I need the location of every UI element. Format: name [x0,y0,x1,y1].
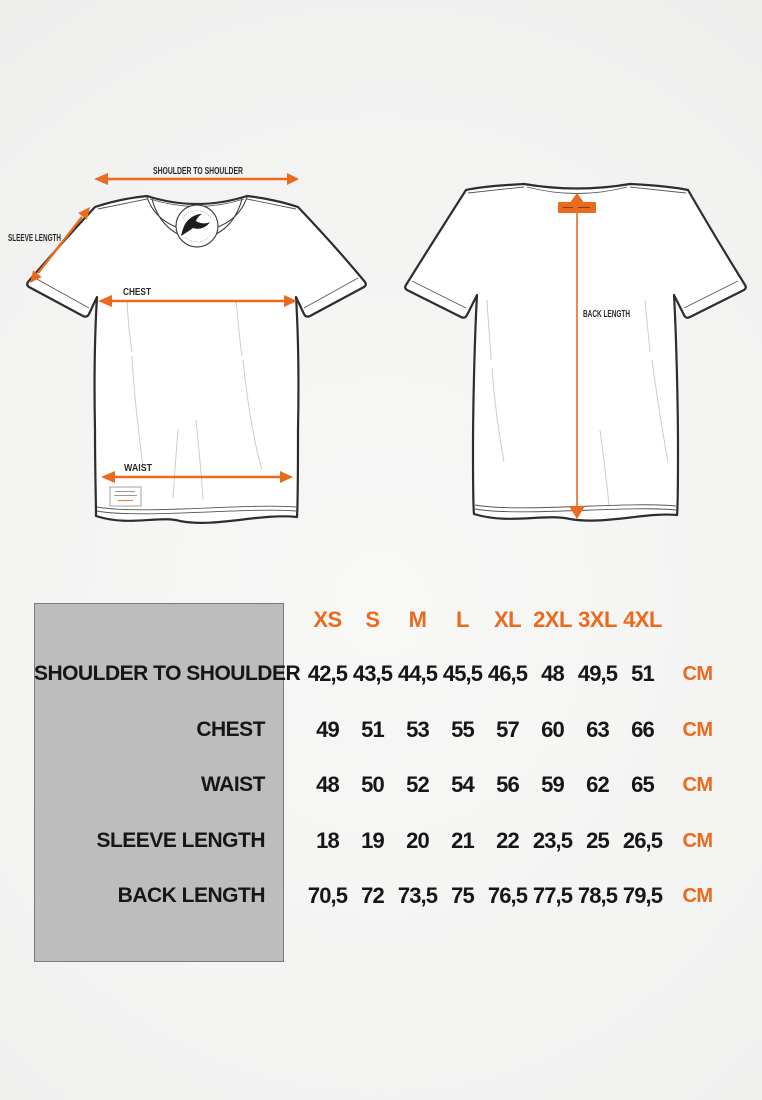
size-value: 20 [406,828,429,853]
size-value: 46,5 [487,661,528,686]
size-value: 79,5 [622,883,663,908]
size-value: 66 [631,717,654,742]
size-value: 22 [496,828,519,853]
size-column-header: L [456,607,469,632]
size-value: 59 [541,772,564,797]
table-row [34,656,730,692]
size-value: 60 [541,717,564,742]
row-label: SLEEVE LENGTH [96,829,265,852]
size-value: 48 [316,772,339,797]
row-label: WAIST [201,773,265,796]
size-column-header: 4XL [623,607,662,632]
size-value: 73,5 [397,883,438,908]
size-value: 51 [631,661,654,686]
unit-label: CM [682,774,713,796]
size-value: 49,5 [577,661,618,686]
sleeve-length-label: SLEEVE LENGTH [8,233,61,244]
unit-label: CM [682,719,713,741]
care-label-tag [110,487,141,506]
size-value: 57 [496,717,519,742]
table-row [34,712,730,748]
size-column-header: XL [493,607,522,632]
size-column-header: S [365,607,380,632]
size-value: 52 [406,772,429,797]
unit-label: CM [682,830,713,852]
size-value: 70,5 [307,883,348,908]
size-value: 44,5 [397,661,438,686]
table-row [34,823,730,859]
size-value: 21 [451,828,474,853]
size-value: 50 [361,772,384,797]
back-shirt-outline [405,184,746,521]
size-column-header: 2XL [533,607,572,632]
table-row [34,878,730,914]
size-value: 65 [631,772,654,797]
size-value: 45,5 [442,661,483,686]
size-value: 55 [451,717,474,742]
size-value: 56 [496,772,519,797]
size-value: 26,5 [622,828,663,853]
size-value: 53 [406,717,429,742]
row-label: SHOULDER TO SHOULDER [34,662,301,685]
size-value: 43,5 [352,661,393,686]
row-label: CHEST [196,718,265,741]
size-value: 25 [586,828,609,853]
size-value: 19 [361,828,384,853]
size-column-header: M [408,607,427,632]
size-value: 63 [586,717,609,742]
waist-label: WAIST [124,463,152,474]
size-value: 75 [451,883,474,908]
size-value: 23,5 [532,828,573,853]
size-value: 51 [361,717,384,742]
shoulder-to-shoulder-label: SHOULDER TO SHOULDER [153,166,244,177]
unit-label: CM [682,885,713,907]
size-value: 72 [361,883,384,908]
size-value: 42,5 [307,661,348,686]
size-header-row [305,602,665,638]
row-label: BACK LENGTH [117,884,265,907]
size-value: 78,5 [577,883,618,908]
size-value: 76,5 [487,883,528,908]
size-value: 48 [541,661,564,686]
size-value: 49 [316,717,339,742]
back-length-label: BACK LENGTH [583,309,630,320]
size-column-header: XS [313,607,342,632]
size-column-header: 3XL [578,607,617,632]
back-shirt-drawing [405,184,746,521]
chest-label: CHEST [123,287,151,298]
size-value: 62 [586,772,609,797]
front-shirt-drawing [27,196,366,523]
unit-label: CM [682,663,713,685]
size-value: 54 [451,772,474,797]
size-value: 18 [316,828,339,853]
size-value: 77,5 [532,883,573,908]
table-row [34,767,730,803]
